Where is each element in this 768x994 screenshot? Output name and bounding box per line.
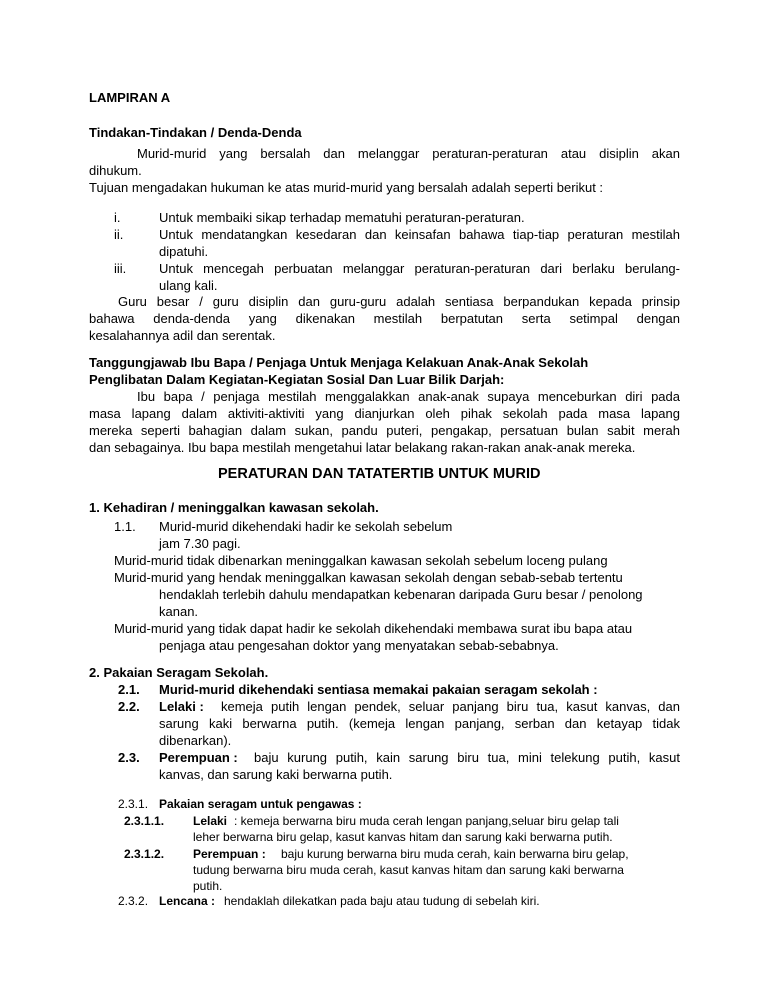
rule-number: 2.3.	[118, 750, 140, 765]
rule-text: dibenarkan).	[159, 733, 232, 748]
rule-number: 2.2.	[118, 699, 140, 714]
list-item-text: Untuk membaiki sikap terhadap mematuhi peraturan-peraturan.	[159, 210, 525, 225]
rule-number: 2.3.1.1.	[124, 814, 165, 828]
list-item-text: ulang kali.	[159, 278, 218, 293]
paragraph-line: Murid-murid yang bersalah dan melanggar peraturan-peraturan atau disiplin akan	[137, 146, 680, 161]
rule-text: sarung kaki berwarna putih. (kemeja lengan panjang, serban dan ketayap tidak	[159, 716, 680, 731]
list-item-text: Untuk mendatangkan kesedaran dan keinsafan bahawa tiap-tiap peraturan mestilah	[159, 227, 680, 242]
paragraph-line: bahawa denda-denda yang dikenakan mestilah berpatutan serta setimpal dengan	[89, 311, 680, 326]
rule-label-lelaki-pengawas: Lelaki	[193, 814, 228, 828]
rule-number: 1.1.	[114, 519, 136, 534]
rule-number: 2.3.1.2.	[124, 847, 165, 861]
rule-label	[159, 699, 204, 715]
rule-text: hendaklah dilekatkan pada baju atau tudung di sebelah kiri.	[224, 894, 540, 908]
main-title: PERATURAN DAN TATATERTIB UNTUK MURID	[218, 466, 541, 482]
rule-text: Murid-murid tidak dibenarkan meninggalkan kawasan sekolah sebelum loceng pulang	[114, 553, 608, 568]
rule-text: kemeja putih lengan pendek, seluar panjang biru tua, kasut kanvas, dan	[221, 699, 680, 714]
paragraph-line: Ibu bapa / penjaga mestilah menggalakkan anak-anak supaya menceburkan diri pada	[137, 389, 680, 404]
appendix-heading: LAMPIRAN A	[89, 90, 171, 105]
rule-label-perempuan: Perempuan :	[159, 750, 238, 765]
rule1-title: 1. Kehadiran / meninggalkan kawasan sekolah.	[89, 500, 379, 515]
paragraph-line: dan sebagainya. Ibu bapa mestilah mengetahui latar belakang rakan-rakan anak-anak mereka.	[89, 440, 636, 455]
rule-number: 2.3.2.	[118, 894, 149, 908]
rule2-title: 2. Pakaian Seragam Sekolah.	[89, 665, 269, 680]
rule-text: kanvas, dan sarung kaki berwarna putih.	[159, 767, 393, 782]
list-item-number: iii.	[114, 261, 127, 276]
paragraph-line: mereka seperti bahagian dalam sukan, pandu puteri, pengakap, persatuan bulan sabit merah	[89, 423, 680, 438]
rule-text: tudung berwarna biru muda cerah, kasut kanvas hitam dan sarung kaki berwarna	[193, 863, 624, 877]
rule-label-lelaki: Lelaki :	[159, 699, 204, 714]
rule-label-lencana: Lencana :	[159, 894, 216, 908]
section-title-penalties: Tindakan-Tindakan / Denda-Denda	[89, 125, 302, 140]
rule-text: Murid-murid yang hendak meninggalkan kawasan sekolah dengan sebab-sebab tertentu	[114, 570, 623, 585]
rule-text: hendaklah terlebih dahulu mendapatkan kebenaran daripada Guru besar / penolong	[159, 587, 643, 602]
section-title-parents-cont: Penglibatan Dalam Kegiatan-Kegiatan Sosial Dan Luar Bilik Darjah:	[89, 372, 505, 387]
rule-text: : kemeja berwarna biru muda cerah lengan panjang,seluar biru gelap tali	[234, 814, 619, 828]
rule-label-perempuan-pengawas: Perempuan :	[193, 847, 266, 861]
rule-text: penjaga atau pengesahan doktor yang menyatakan sebab-sebabnya.	[159, 638, 559, 653]
paragraph-line: kesalahannya adil dan serentak.	[89, 328, 276, 343]
rule-number: 2.3.1.	[118, 797, 149, 811]
list-item-text: Untuk mencegah perbuatan melanggar peraturan-peraturan dari berlaku berulang-	[159, 261, 680, 276]
list-item-number: ii.	[114, 227, 124, 242]
paragraph-line: Tujuan mengadakan hukuman ke atas murid-murid yang bersalah adalah seperti berikut :	[89, 180, 604, 195]
rule-text: putih.	[193, 879, 223, 893]
paragraph-line: masa lapang dalam aktiviti-aktiviti yang dianjurkan oleh pihak sekolah pada masa lapang	[89, 406, 680, 421]
paragraph-line: dihukum.	[89, 163, 142, 178]
rule-text: Murid-murid dikehendaki hadir ke sekolah sebelum	[159, 519, 453, 534]
rule-text: kanan.	[159, 604, 199, 619]
list-item-number: i.	[114, 210, 121, 225]
list-item-text: dipatuhi.	[159, 244, 209, 259]
rule-text: baju kurung putih, kain sarung biru tua, mini telekung putih, kasut	[254, 750, 680, 765]
rule-text: leher berwarna biru gelap, kasut kanvas hitam dan sarung kaki berwarna putih.	[193, 830, 613, 844]
section-title-parents: Tanggungjawab Ibu Bapa / Penjaga Untuk Menjaga Kelakuan Anak-Anak Sekolah	[89, 355, 589, 370]
rule-number: 2.1.	[118, 682, 140, 697]
rule-text: baju kurung berwarna biru muda cerah, kain berwarna biru gelap,	[281, 847, 629, 861]
rule-subtitle: Pakaian seragam untuk pengawas :	[159, 797, 362, 811]
rule-text: Murid-murid yang tidak dapat hadir ke sekolah dikehendaki membawa surat ibu bapa atau	[114, 621, 633, 636]
rule-text: Murid-murid dikehendaki sentiasa memakai pakaian seragam sekolah :	[159, 682, 598, 697]
rule-text: jam 7.30 pagi.	[159, 536, 241, 551]
paragraph-line: Guru besar / guru disiplin dan guru-guru adalah sentiasa berpandukan kepada prinsip	[118, 294, 680, 309]
